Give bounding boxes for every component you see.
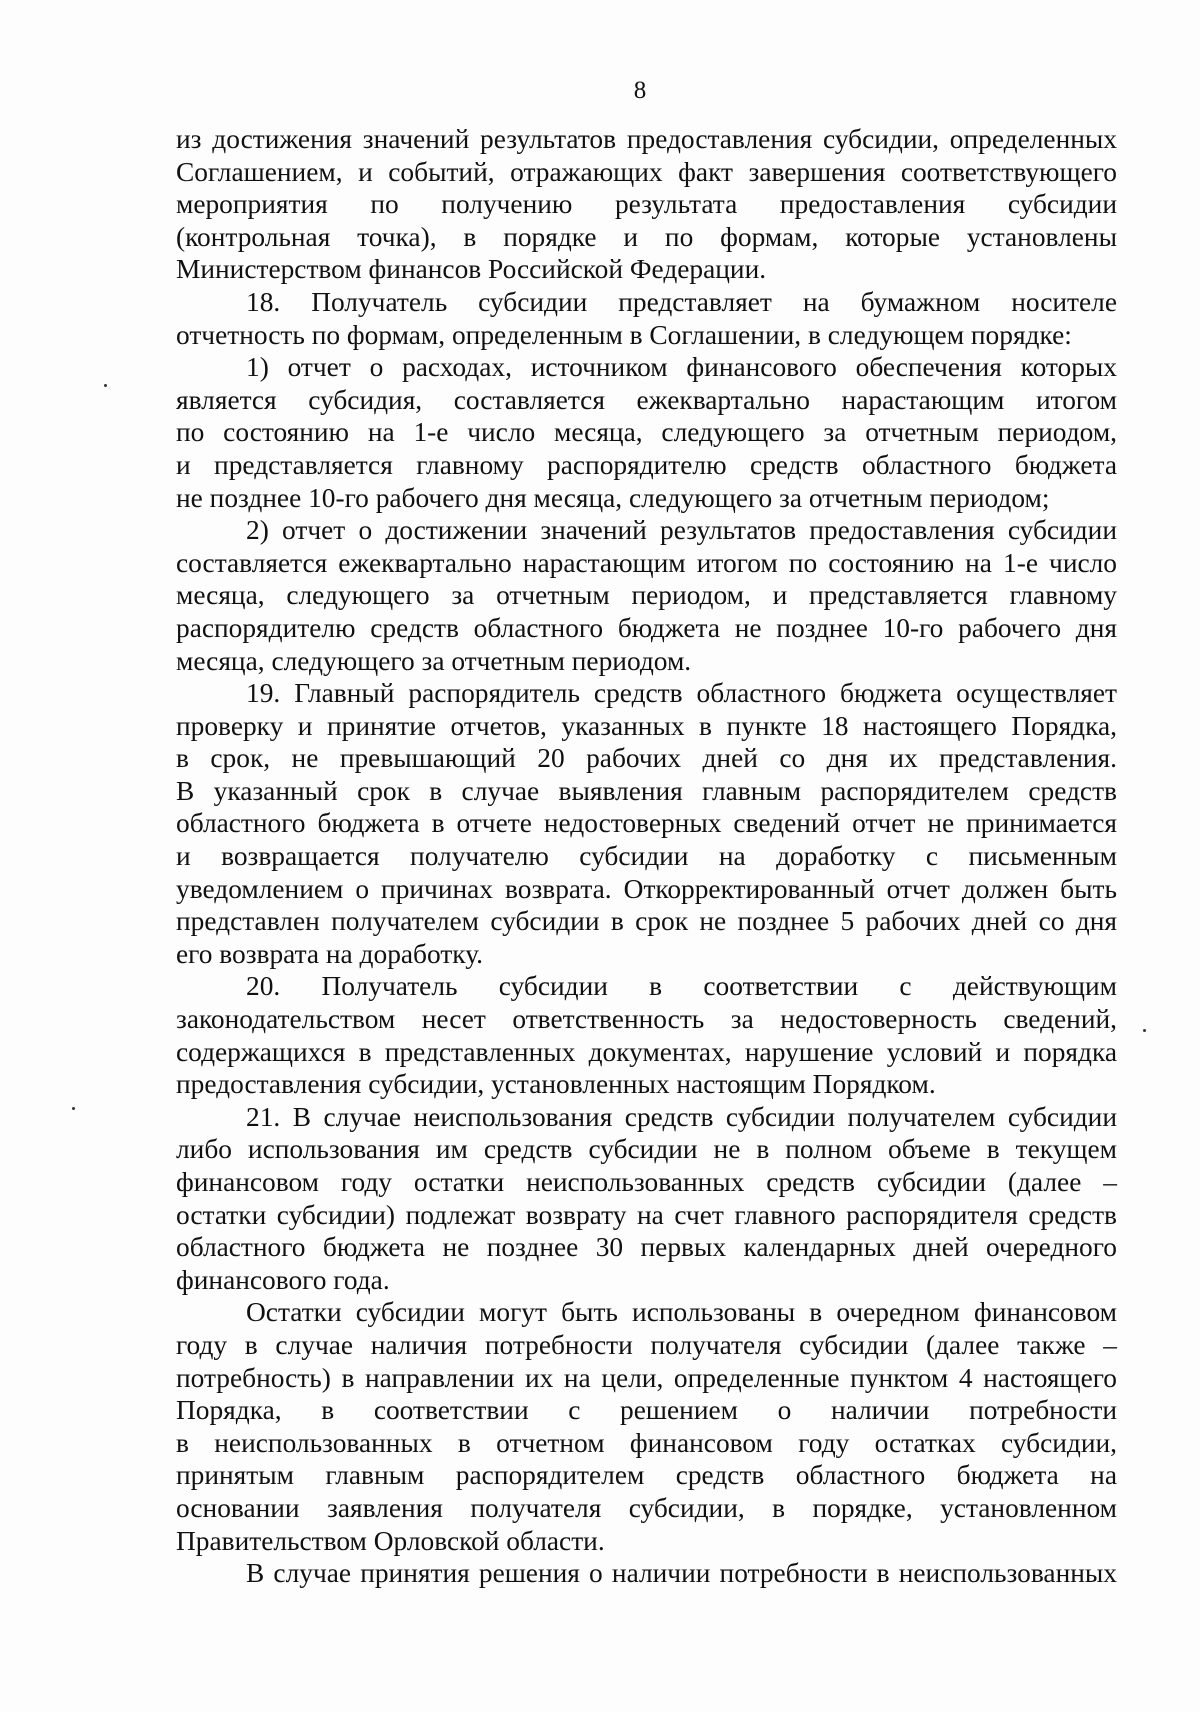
text-line: из достижения значений результатов предоставления субсидии, определенных: [176, 124, 1117, 154]
text-line: 20. Получатель субсидии в соответствии с действующим: [246, 971, 1117, 1002]
text-line: финансовом году остатки неиспользованных средств субсидии (далее –: [176, 1167, 1117, 1197]
text-line: по состоянию на 1-е число месяца, следующего за отчетным периодом,: [176, 417, 1117, 448]
scan-speck: [72, 1107, 75, 1110]
document-body: [176, 123, 1117, 1590]
scan-speck: [104, 384, 107, 387]
text-line: составляется ежеквартально нарастающим итогом по состоянию на 1-е число: [176, 547, 1117, 578]
text-line: (контрольная точка), в порядке и по формам, которые установлены: [176, 221, 1117, 252]
text-line: областного бюджета не позднее 30 первых календарных дней очередного: [176, 1232, 1117, 1263]
text-line: остатки субсидии) подлежат возврату на счет главного распорядителя средств: [176, 1199, 1117, 1230]
text-line: Министерством финансов Российской Федерации.: [176, 254, 767, 285]
text-line: году в случае наличия потребности получателя субсидии (далее также –: [176, 1329, 1117, 1360]
text-line: его возврата на доработку.: [176, 938, 484, 969]
text-line: Порядка, в соответствии с решением о наличии потребности: [176, 1395, 1117, 1426]
text-line: Остатки субсидии могут быть использованы в очередном финансовом: [246, 1297, 1117, 1328]
text-line: принятым главным распорядителем средств областного бюджета на: [176, 1460, 1117, 1491]
text-line: либо использования им средств субсидии не в полном объеме в текущем: [176, 1134, 1117, 1165]
text-line: содержащихся в представленных документах, нарушение условий и порядка: [176, 1036, 1117, 1067]
text-line: областного бюджета в отчете недостоверных сведений отчет не принимается: [176, 808, 1117, 839]
text-line: Соглашением, и событий, отражающих факт завершения соответствующего: [176, 156, 1117, 187]
text-line: в неиспользованных в отчетном финансовом году остатках субсидии,: [176, 1427, 1117, 1458]
text-line: месяца, следующего за отчетным периодом.: [176, 645, 692, 676]
text-line: основании заявления получателя субсидии, в порядке, установленном: [176, 1492, 1117, 1523]
page-number: 8: [633, 77, 647, 104]
text-line: и представляется главному распорядителю средств областного бюджета: [176, 449, 1117, 480]
text-line: уведомлением о причинах возврата. Откорректированный отчет должен быть: [176, 873, 1117, 904]
text-line: 1) отчет о расходах, источником финансового обеспечения которых: [246, 352, 1117, 383]
text-line: 21. В случае неиспользования средств субсидии получателем субсидии: [246, 1101, 1117, 1132]
text-line: 2) отчет о достижении значений результатов предоставления субсидии: [246, 515, 1117, 546]
text-line: 18. Получатель субсидии представляет на бумажном носителе: [246, 286, 1117, 317]
text-line: финансового года.: [176, 1264, 390, 1295]
text-line: распорядителю средств областного бюджета не позднее 10-го рабочего дня: [176, 612, 1117, 643]
text-line: представлен получателем субсидии в срок не позднее 5 рабочих дней со дня: [176, 906, 1117, 937]
text-line: проверку и принятие отчетов, указанных в пункте 18 настоящего Порядка,: [176, 710, 1117, 741]
text-line: потребность) в направлении их на цели, определенные пунктом 4 настоящего: [176, 1362, 1117, 1393]
text-line: Правительством Орловской области.: [176, 1525, 605, 1556]
text-line: является субсидия, составляется ежеквартально нарастающим итогом: [176, 384, 1117, 415]
text-line: В случае принятия решения о наличии потребности в неиспользованных: [246, 1558, 1117, 1589]
scan-speck: [1143, 1029, 1146, 1032]
text-line: законодательством несет ответственность за недостоверность сведений,: [176, 1004, 1117, 1035]
text-line: отчетность по формам, определенным в Соглашении, в следующем порядке:: [176, 319, 1072, 350]
text-line: предоставления субсидии, установленных настоящим Порядком.: [176, 1069, 936, 1100]
text-line: и возвращается получателю субсидии на доработку с письменным: [176, 841, 1117, 872]
text-line: не позднее 10-го рабочего дня месяца, следующего за отчетным периодом;: [176, 482, 1050, 513]
text-line: 19. Главный распорядитель средств областного бюджета осуществляет: [246, 678, 1117, 709]
text-line: В указанный срок в случае выявления главным распорядителем средств: [176, 775, 1117, 806]
text-line: месяца, следующего за отчетным периодом, и представляется главному: [176, 580, 1117, 611]
text-line: в срок, не превышающий 20 рабочих дней со дня их представления.: [176, 743, 1117, 774]
text-line: мероприятия по получению результата предоставления субсидии: [176, 189, 1117, 220]
